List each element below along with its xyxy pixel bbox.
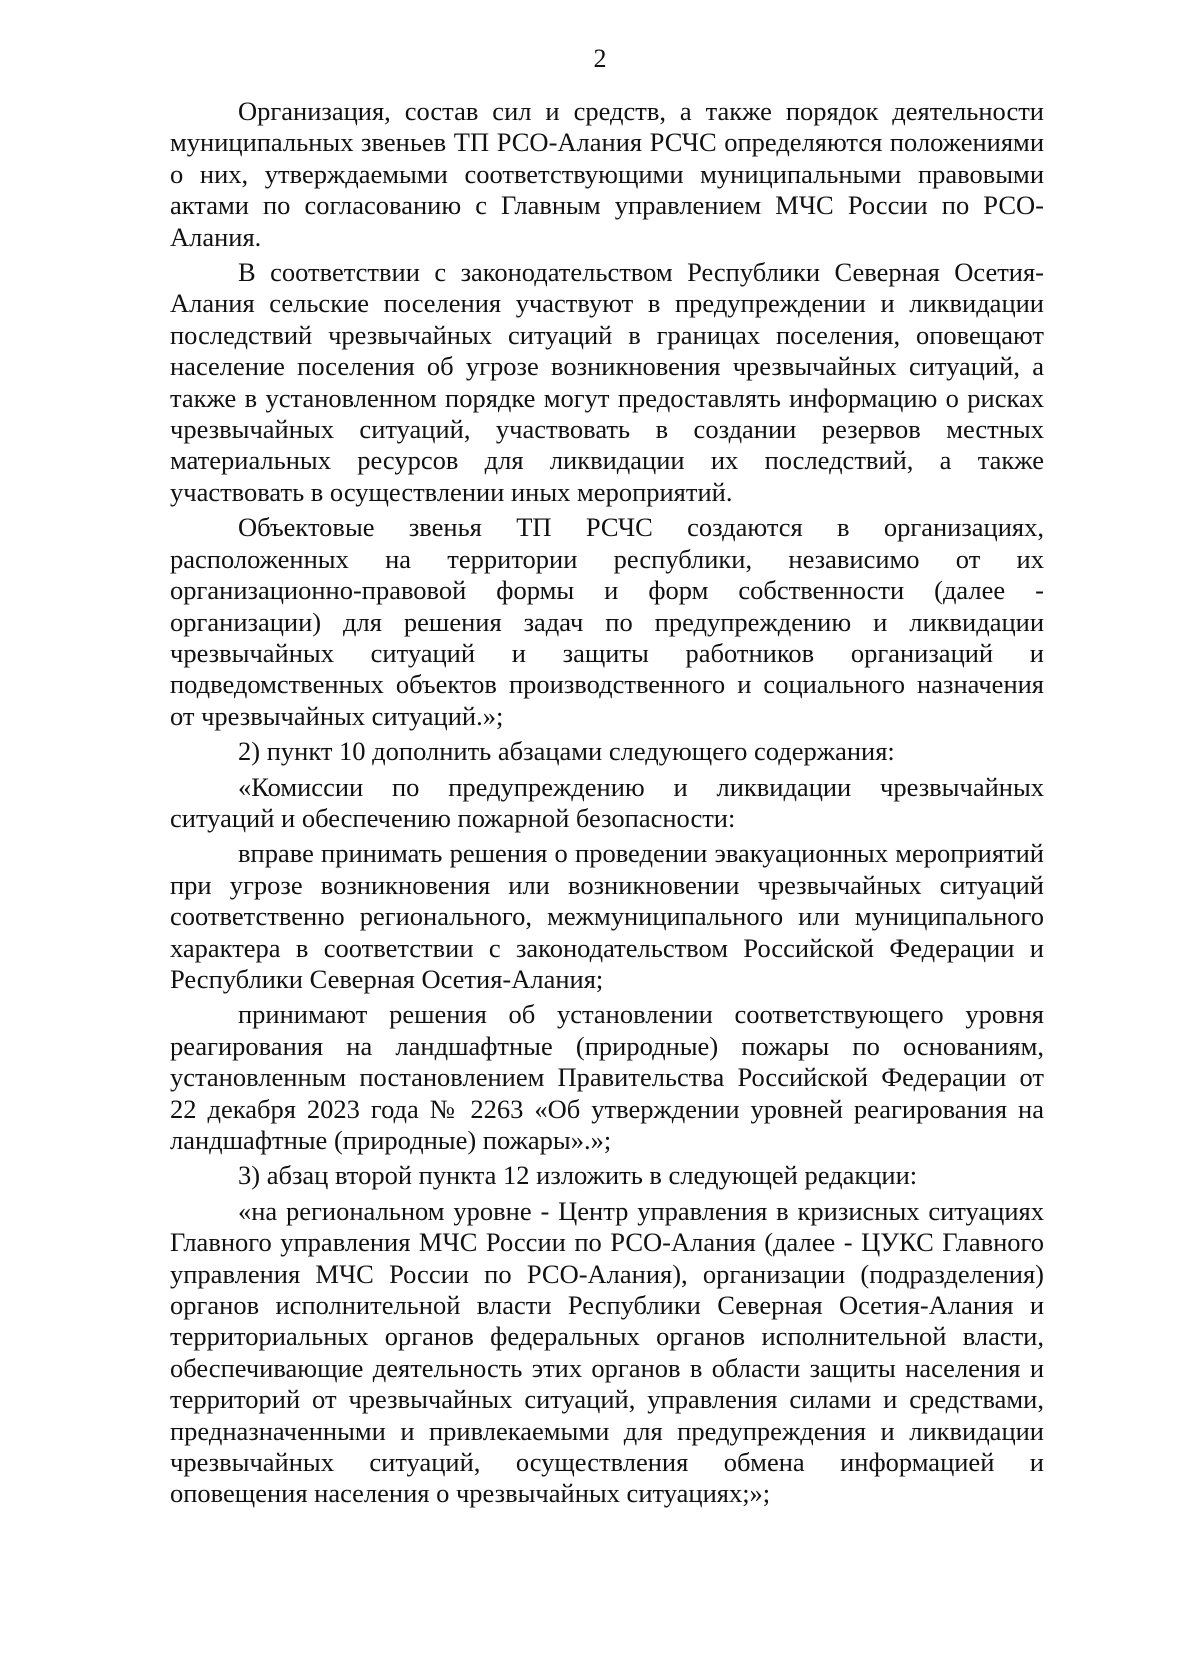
paragraph-object-links: Объектовые звенья ТП РСЧС создаются в организациях, расположенных на территории республики, независимо от их организационно-правовой формы и форм собственности (далее - организации) для решения задач по предупреждению и ликвидации чрезвычайных ситуаций и защиты работников организаций и подведомственных объектов производственного и социального назначения от чрезвычайных ситуаций.»; — [170, 512, 1044, 731]
page-number: 2 — [593, 44, 607, 73]
paragraph-municipal-links: Организация, состав сил и средств, а также порядок деятельности муниципальных звеньев ТП РСО-Алания РСЧС определяются положениями о них, утверждаемыми соответствующими муниципальными правовыми актами по согласованию с Главным управлением МЧС России по РСО-Алания. — [170, 96, 1044, 252]
paragraph-evacuation: вправе принимать решения о проведении эвакуационных мероприятий при угрозе возникновения или возникновении чрезвычайных ситуаций соответственно регионального, межмуниципального или муниципального характера в соответствии с законодательством Российской Федерации и Республики Северная Осетия-Алания; — [170, 838, 1044, 994]
paragraph-regional-level: «на региональном уровне - Центр управления в кризисных ситуациях Главного управления МЧС России по РСО-Алания (далее - ЦУКС Главного управления МЧС России по РСО-Алания), организации (подразделения) органов исполнительной власти Республики Северная Осетия-Алания и территориальных органов федеральных органов исполнительной власти, обеспечивающие деятельность этих органов в области защиты населения и территорий от чрезвычайных ситуаций, управления силами и средствами, предназначенными и привлекаемыми для предупреждения и ликвидации чрезвычайных ситуаций, осуществления обмена информацией и оповещения населения о чрезвычайных ситуациях;»; — [170, 1195, 1044, 1509]
paragraph-response-level: принимают решения об установлении соответствующего уровня реагирования на ландшафтные (природные) пожары по основаниям, установленным постановлением Правительства Российской Федерации от 22 декабря 2023 года № 2263 «Об утверждении уровней реагирования на ландшафтные (природные) пожары».»; — [170, 999, 1044, 1155]
paragraph-item-2: 2) пункт 10 дополнить абзацами следующего содержания: — [238, 736, 895, 767]
paragraph-commissions: «Комиссии по предупреждению и ликвидации чрезвычайных ситуаций и обеспечению пожарной безопасности: — [170, 771, 1044, 833]
paragraph-item-3: 3) абзац второй пункта 12 изложить в следующей редакции: — [238, 1160, 918, 1191]
document-body — [170, 96, 1044, 1510]
paragraph-rural-settlements: В соответствии с законодательством Республики Северная Осетия-Алания сельские поселения участвуют в предупреждении и ликвидации последствий чрезвычайных ситуаций в границах поселения, оповещают население поселения об угрозе возникновения чрезвычайных ситуаций, а также в установленном порядке могут предоставлять информацию о рисках чрезвычайных ситуаций, участвовать в создании резервов местных материальных ресурсов для ликвидации их последствий, а также участвовать в осуществлении иных мероприятий. — [170, 257, 1044, 507]
